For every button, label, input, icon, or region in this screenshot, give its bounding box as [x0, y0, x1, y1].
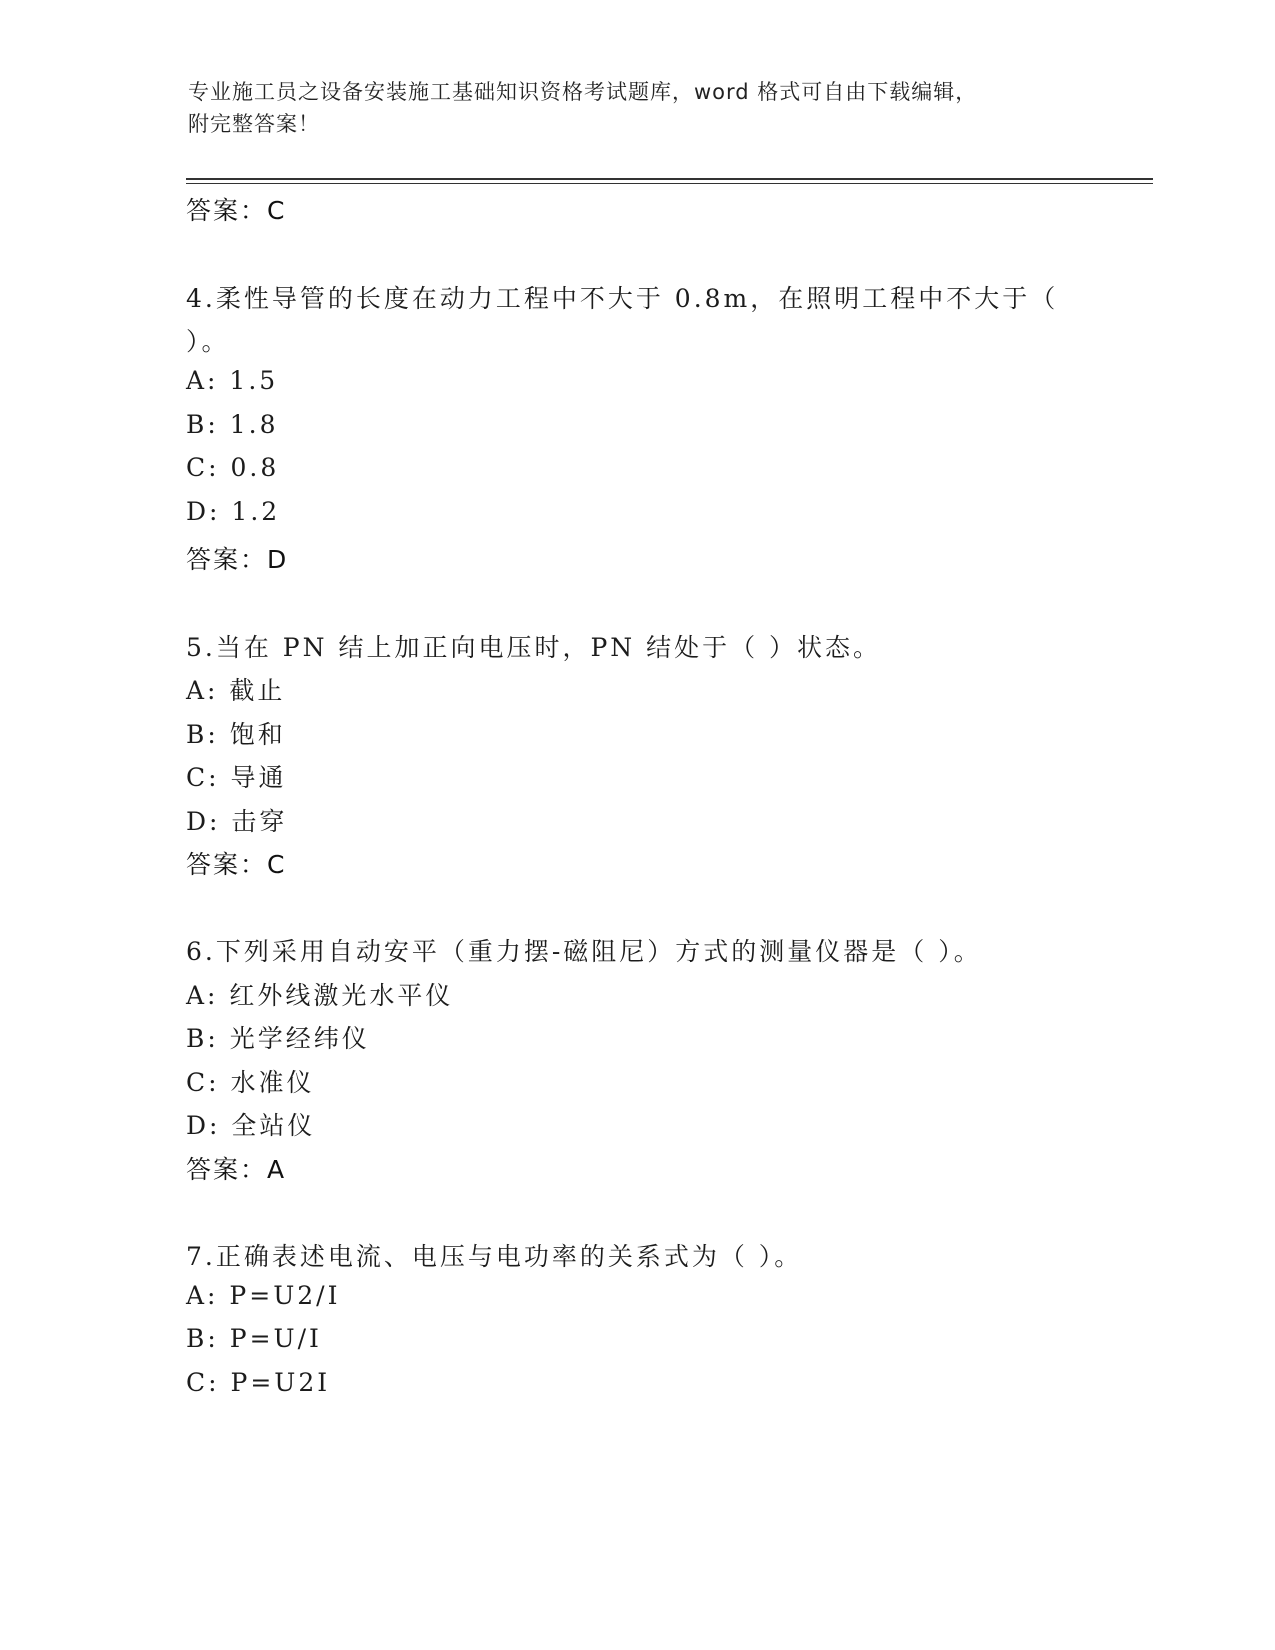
question-5-stem: 5.当在 PN 结上加正向电压时，PN 结处于（ ）状态。: [186, 633, 882, 662]
question-4-stem-line-2: ）。: [186, 327, 230, 356]
question-7-option-b: B: P=U/I: [186, 1324, 322, 1353]
question-4-option-b: B: 1.8: [186, 410, 279, 439]
header-rule-thick: [186, 178, 1153, 180]
question-4-answer: 答案：D: [186, 545, 289, 574]
question-5-option-b: B: 饱和: [186, 720, 286, 749]
question-6-option-d: D: 全站仪: [186, 1111, 316, 1140]
question-4-option-a: A: 1.5: [186, 366, 279, 395]
question-4-stem-line-1: 4.柔性导管的长度在动力工程中不大于 0.8m，在照明工程中不大于（: [186, 284, 1059, 313]
question-5-option-c: C: 导通: [186, 763, 287, 792]
question-4-option-d: D: 1.2: [186, 497, 281, 526]
header-line-2: 附完整答案！: [188, 112, 320, 136]
question-5-answer: 答案：C: [186, 850, 287, 879]
question-7-option-a: A: P=U2/I: [186, 1281, 341, 1310]
question-6-option-a: A: 红外线激光水平仪: [186, 981, 454, 1010]
question-6-option-c: C: 水准仪: [186, 1068, 315, 1097]
question-7-option-c: C: P=U2I: [186, 1368, 331, 1397]
previous-answer: 答案：C: [186, 196, 287, 225]
question-4-option-c: C: 0.8: [186, 453, 280, 482]
question-6-stem: 6.下列采用自动安平（重力摆-磁阻尼）方式的测量仪器是（ ）。: [186, 937, 982, 966]
document-header: [188, 76, 1088, 140]
question-7-stem: 7.正确表述电流、电压与电功率的关系式为（ ）。: [186, 1242, 803, 1271]
question-5-option-d: D: 击穿: [186, 807, 288, 836]
question-6-option-b: B: 光学经纬仪: [186, 1024, 370, 1053]
header-rule-thin: [186, 183, 1153, 184]
question-5-option-a: A: 截止: [186, 676, 286, 705]
header-line-1: 专业施工员之设备安装施工基础知识资格考试题库，word 格式可自由下载编辑，: [188, 80, 978, 104]
question-6-answer: 答案：A: [186, 1155, 287, 1184]
